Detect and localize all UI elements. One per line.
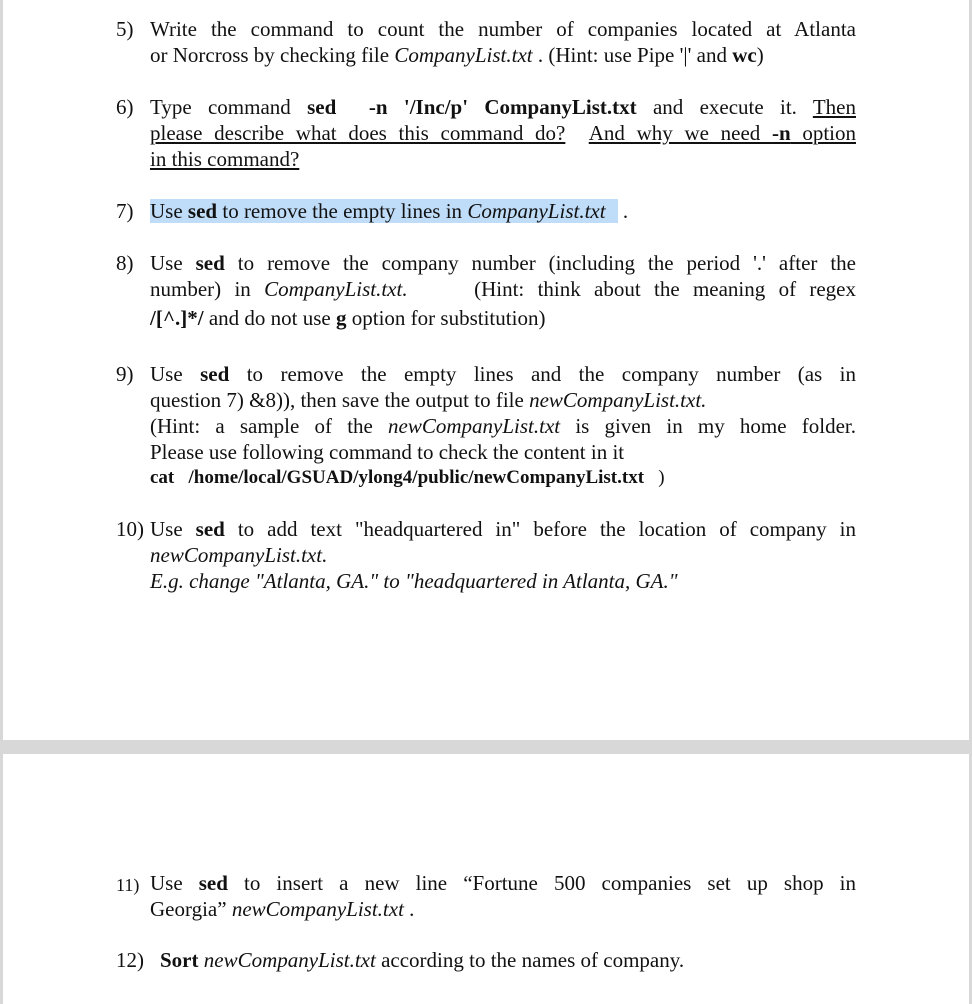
question-12 xyxy=(116,947,856,973)
question-text-line: please describe what does this command do? And why we need -n option xyxy=(150,121,857,145)
question-7 xyxy=(116,198,856,224)
selected-text-highlight: Use sed to remove the empty lines in CompanyList.txt xyxy=(150,199,618,223)
question-number: 10) xyxy=(116,517,144,541)
question-number: 8) xyxy=(116,251,134,275)
question-text-line: Use sed to add text "headquartered in" before the location of company in xyxy=(150,517,856,541)
question-8 xyxy=(116,250,856,331)
question-text-line: Use sed to remove the empty lines and the company number (as in xyxy=(150,362,856,386)
question-number: 12) xyxy=(116,948,144,972)
question-text-line: Use sed to remove the company number (including the period '.' after the xyxy=(150,251,856,275)
question-number: 11) xyxy=(116,875,140,895)
question-5 xyxy=(116,16,856,68)
question-text-line: Use sed to insert a new line “Fortune 500 companies set up shop in xyxy=(150,871,856,895)
question-text-line: Use sed to remove the empty lines in CompanyList.txt . xyxy=(150,199,629,223)
question-text-line: number) in CompanyList.txt. (Hint: think about the meaning of regex xyxy=(150,277,856,301)
question-text-line: or Norcross by checking file CompanyList.txt . (Hint: use Pipe '|' and wc) xyxy=(150,43,764,67)
question-11 xyxy=(116,870,856,922)
question-number: 5) xyxy=(116,17,134,41)
question-text-line: /[^.]*/ and do not use g option for substitution) xyxy=(150,306,546,330)
question-text-line: newCompanyList.txt. xyxy=(150,543,328,567)
question-text-line: question 7) &8)), then save the output to file newCompanyList.txt. xyxy=(150,388,707,412)
question-9 xyxy=(116,361,856,491)
question-10 xyxy=(116,516,856,594)
question-number: 9) xyxy=(116,362,134,386)
question-text-line: in this command? xyxy=(150,147,300,171)
question-text-line: (Hint: a sample of the newCompanyList.txt is given in my home folder. xyxy=(150,414,856,438)
question-number: 7) xyxy=(116,199,134,223)
command-line: cat /home/local/GSUAD/ylong4/public/newCompanyList.txt ) xyxy=(150,467,665,488)
question-text-line: Type command sed -n '/Inc/p' CompanyList.txt and execute it. Then xyxy=(150,95,856,119)
question-text-line: E.g. change "Atlanta, GA." to "headquartered in Atlanta, GA." xyxy=(150,569,678,593)
question-text-line: Please use following command to check the content in it xyxy=(150,440,625,464)
question-text-line: Write the command to count the number of companies located at Atlanta xyxy=(150,17,856,41)
question-6 xyxy=(116,94,856,172)
question-text-line: Georgia” newCompanyList.txt . xyxy=(150,897,415,921)
question-number: 6) xyxy=(116,95,134,119)
question-text-line: Sort newCompanyList.txt according to the names of company. xyxy=(160,948,685,972)
